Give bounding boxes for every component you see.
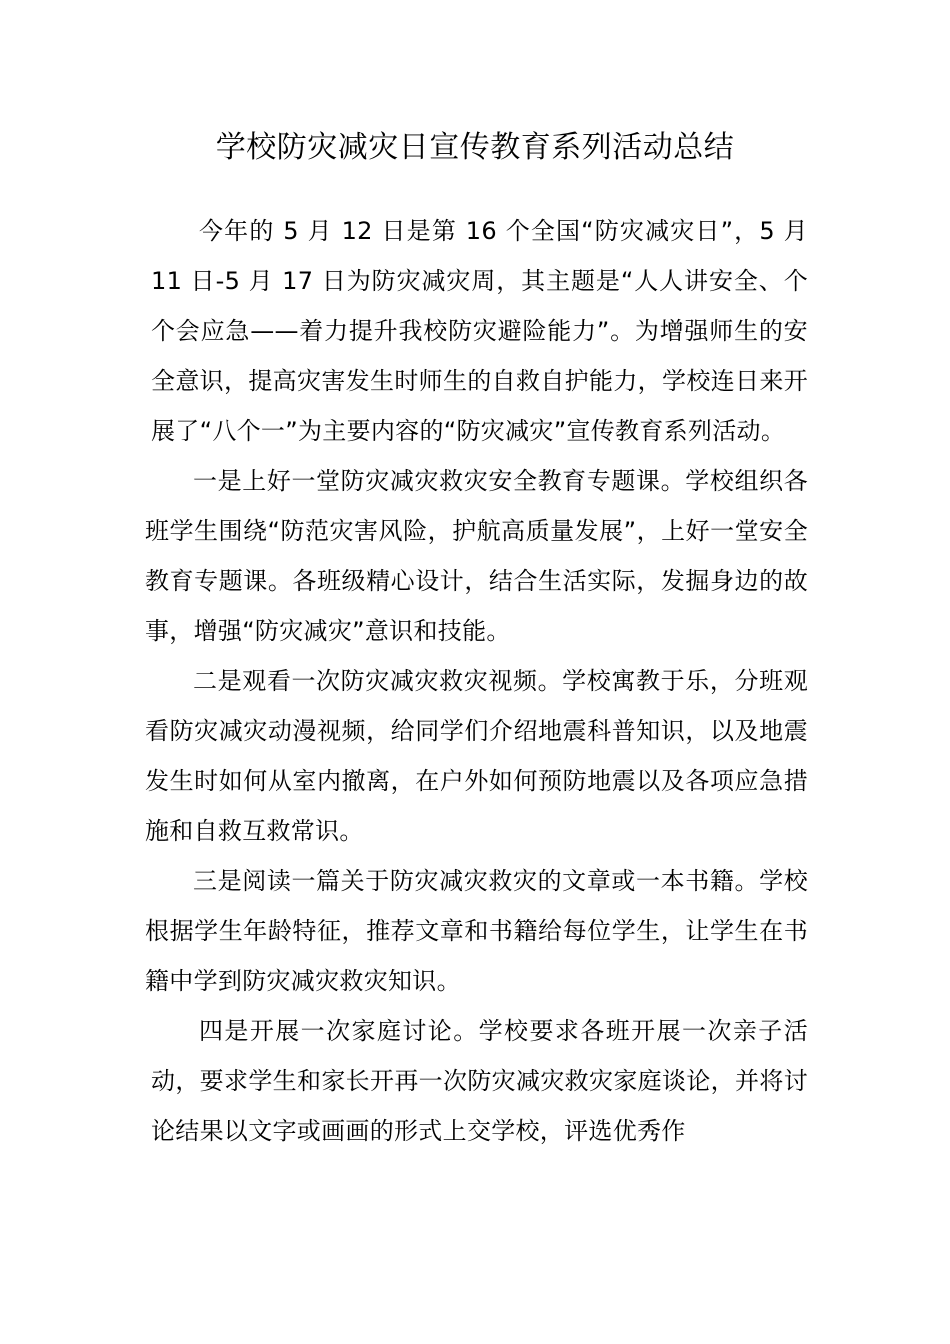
paragraph-item-1: 一是上好一堂防灾减灾救灾安全教育专题课。学校组织各班学生围绕“防范灾害风险，护航高质量发展”，上好一堂安全教育专题课。各班级精心设计，结合生活实际，发掘身边的故事，增强“防灾减灾”意识和技能。 (145, 467, 808, 645)
paragraph-item-3: 三是阅读一篇关于防灾减灾救灾的文章或一本书籍。学校根据学生年龄特征，推荐文章和书籍给每位学生，让学生在书籍中学到防灾减灾救灾知识。 (145, 867, 808, 995)
paragraph-item-4: 四是开展一次家庭讨论。学校要求各班开展一次亲子活动，要求学生和家长开再一次防灾减灾救灾家庭谈论，并将讨论结果以文字或画画的形式上交学校，评选优秀作 (151, 1017, 808, 1145)
document-body (145, 206, 808, 1156)
paragraph-intro: 今年的 5 月 12 日是第 16 个全国“防灾减灾日”，5 月 11 日-5 月 17 日为防灾减灾周，其主题是“人人讲安全、个个会应急——着力提升我校防灾避险能力”。为增强师生的安全意识，提高灾害发生时师生的自救自护能力，学校连日来开展了“八个一”为主要内容的“防灾减灾”宣传教育系列活动。 (151, 217, 808, 445)
paragraph-item-2: 二是观看一次防灾减灾救灾视频。学校寓教于乐，分班观看防灾减灾动漫视频，给同学们介绍地震科普知识，以及地震发生时如何从室内撤离，在户外如何预防地震以及各项应急措施和自救互救常识。 (145, 667, 808, 845)
document-title: 学校防灾减灾日宣传教育系列活动总结 (215, 130, 735, 165)
